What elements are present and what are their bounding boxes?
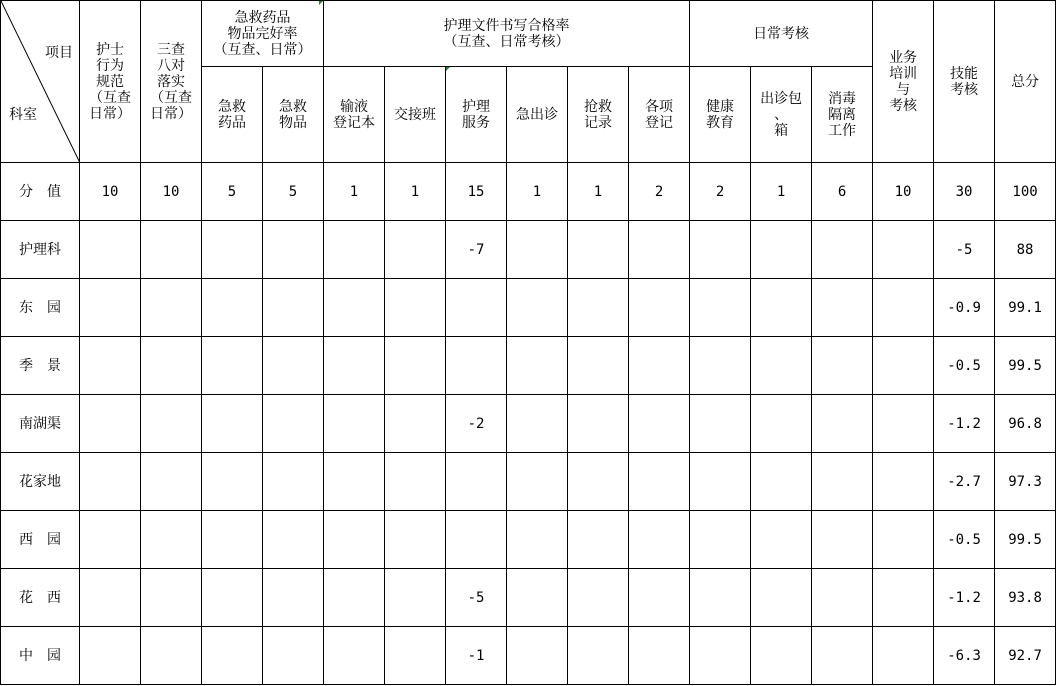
score-row [1,163,1056,221]
score-cell: 1 [385,163,446,221]
corner-label-item: 项目 [45,45,73,61]
empty-cell [385,453,446,511]
empty-cell [812,453,873,511]
empty-cell [141,627,202,685]
empty-cell [568,279,629,337]
empty-cell [385,279,446,337]
score-cell: 2 [690,163,751,221]
header-sub-drug: 急救 药品 [202,67,263,163]
nursing-service-deduction: -7 [446,221,507,279]
corner-header-cell [1,1,80,163]
empty-cell [751,279,812,337]
total-score: 93.8 [995,569,1056,627]
empty-cell [751,511,812,569]
empty-cell [568,627,629,685]
header-group-daily: 日常考核 [690,1,873,67]
score-cell: 5 [263,163,324,221]
empty-cell [141,511,202,569]
nursing-service-deduction: -1 [446,627,507,685]
empty-cell [507,221,568,279]
empty-cell [873,395,934,453]
score-cell: 10 [873,163,934,221]
score-cell: 2 [629,163,690,221]
header-sub-registry: 各项 登记 [629,67,690,163]
header-training: 业务 培训 与 考核 [873,1,934,163]
header-group-docs: 护理文件书写合格率 （互查、日常考核） [324,1,690,67]
score-cell: 10 [141,163,202,221]
header-sub-health-edu: 健康 教育 [690,67,751,163]
empty-cell [690,337,751,395]
total-score: 99.5 [995,337,1056,395]
empty-cell [873,627,934,685]
empty-cell [263,511,324,569]
header-conduct: 护士 行为 规范 （互查 日常） [80,1,141,163]
empty-cell [751,569,812,627]
header-sub-supplies: 急救 物品 [263,67,324,163]
empty-cell [873,337,934,395]
empty-cell [324,221,385,279]
empty-cell [690,627,751,685]
empty-cell [202,453,263,511]
empty-cell [629,627,690,685]
empty-cell [629,395,690,453]
skill-deduction: -0.5 [934,337,995,395]
nursing-service-deduction: -2 [446,395,507,453]
score-cell: 1 [324,163,385,221]
score-cell: 1 [507,163,568,221]
empty-cell [568,511,629,569]
empty-cell [507,569,568,627]
empty-cell [568,569,629,627]
empty-cell [263,337,324,395]
empty-cell [690,395,751,453]
empty-cell [141,569,202,627]
empty-cell [80,279,141,337]
empty-cell [873,511,934,569]
empty-cell [80,395,141,453]
empty-cell [263,453,324,511]
header-group-drug: 急救药品 物品完好率 （互查、日常） [202,1,324,67]
table-row [1,511,1056,569]
empty-cell [690,453,751,511]
empty-cell [385,395,446,453]
empty-cell [568,221,629,279]
header-sub-handover: 交接班 [385,67,446,163]
header-total: 总分 [995,1,1056,163]
empty-cell [385,627,446,685]
empty-cell [80,453,141,511]
empty-cell [812,337,873,395]
nursing-service-deduction: -5 [446,569,507,627]
empty-cell [202,395,263,453]
empty-cell [80,569,141,627]
table-row [1,221,1056,279]
score-cell: 15 [446,163,507,221]
skill-deduction: -5 [934,221,995,279]
total-score: 92.7 [995,627,1056,685]
empty-cell [812,627,873,685]
empty-cell [812,221,873,279]
cell-marker [446,67,450,71]
empty-cell [568,453,629,511]
empty-cell [751,221,812,279]
empty-cell [690,221,751,279]
score-cell: 1 [751,163,812,221]
empty-cell [324,279,385,337]
total-score: 88 [995,221,1056,279]
empty-cell [812,569,873,627]
total-score: 99.1 [995,279,1056,337]
empty-cell [751,627,812,685]
empty-cell [324,627,385,685]
header-sub-infusion: 输液 登记本 [324,67,385,163]
skill-deduction: -6.3 [934,627,995,685]
total-score: 96.8 [995,395,1056,453]
empty-cell [263,221,324,279]
empty-cell [385,221,446,279]
skill-deduction: -1.2 [934,569,995,627]
empty-cell [629,569,690,627]
empty-cell [202,511,263,569]
nursing-service-deduction [446,279,507,337]
empty-cell [263,569,324,627]
score-cell: 5 [202,163,263,221]
table-row [1,569,1056,627]
score-row-label: 分 值 [1,163,80,221]
department-name: 护理科 [1,221,80,279]
table-row [1,453,1056,511]
header-sub-disinfection: 消毒 隔离 工作 [812,67,873,163]
header-three-checks: 三查 八对 落实 （互查 日常） [141,1,202,163]
empty-cell [629,337,690,395]
score-cell: 10 [80,163,141,221]
empty-cell [690,511,751,569]
empty-cell [141,453,202,511]
empty-cell [324,337,385,395]
empty-cell [873,453,934,511]
empty-cell [873,569,934,627]
skill-deduction: -0.9 [934,279,995,337]
nursing-service-deduction [446,453,507,511]
nursing-service-deduction [446,511,507,569]
empty-cell [507,395,568,453]
empty-cell [263,627,324,685]
empty-cell [80,511,141,569]
cell-marker [319,1,323,5]
score-cell: 100 [995,163,1056,221]
corner-label-department: 科室 [9,107,37,123]
empty-cell [873,279,934,337]
empty-cell [812,279,873,337]
empty-cell [507,511,568,569]
empty-cell [141,395,202,453]
header-sub-rescue: 抢救 记录 [568,67,629,163]
empty-cell [202,569,263,627]
header-sub-emergency: 急出诊 [507,67,568,163]
table-row [1,337,1056,395]
table-row [1,627,1056,685]
score-cell: 6 [812,163,873,221]
empty-cell [385,569,446,627]
score-cell: 1 [568,163,629,221]
empty-cell [812,395,873,453]
empty-cell [80,337,141,395]
empty-cell [385,511,446,569]
empty-cell [141,279,202,337]
empty-cell [568,395,629,453]
empty-cell [629,453,690,511]
empty-cell [690,569,751,627]
empty-cell [324,511,385,569]
empty-cell [263,395,324,453]
empty-cell [324,453,385,511]
empty-cell [80,221,141,279]
skill-deduction: -0.5 [934,511,995,569]
department-name: 季 景 [1,337,80,395]
score-cell: 30 [934,163,995,221]
department-name: 花 西 [1,569,80,627]
empty-cell [629,221,690,279]
empty-cell [324,569,385,627]
empty-cell [629,279,690,337]
total-score: 99.5 [995,511,1056,569]
department-name: 南湖渠 [1,395,80,453]
empty-cell [141,221,202,279]
empty-cell [751,337,812,395]
empty-cell [202,627,263,685]
department-name: 东 园 [1,279,80,337]
department-name: 西 园 [1,511,80,569]
header-row-1 [1,1,1056,67]
empty-cell [873,221,934,279]
empty-cell [202,221,263,279]
empty-cell [751,395,812,453]
skill-deduction: -1.2 [934,395,995,453]
corner-diagonal-line [1,1,80,163]
empty-cell [324,395,385,453]
department-rows [1,221,1056,685]
department-name: 中 园 [1,627,80,685]
header-sub-nursing-service: 护理 服务 [446,67,507,163]
table-row [1,395,1056,453]
empty-cell [629,511,690,569]
total-score: 97.3 [995,453,1056,511]
empty-cell [263,279,324,337]
header-sub-kit: 出诊包 、 箱 [751,67,812,163]
empty-cell [80,627,141,685]
nursing-service-deduction [446,337,507,395]
skill-deduction: -2.7 [934,453,995,511]
header-skill: 技能 考核 [934,1,995,163]
empty-cell [202,279,263,337]
empty-cell [507,337,568,395]
table-row [1,279,1056,337]
empty-cell [690,279,751,337]
empty-cell [141,337,202,395]
empty-cell [385,337,446,395]
empty-cell [507,453,568,511]
department-name: 花家地 [1,453,80,511]
empty-cell [507,627,568,685]
empty-cell [507,279,568,337]
empty-cell [568,337,629,395]
empty-cell [812,511,873,569]
empty-cell [202,337,263,395]
empty-cell [751,453,812,511]
